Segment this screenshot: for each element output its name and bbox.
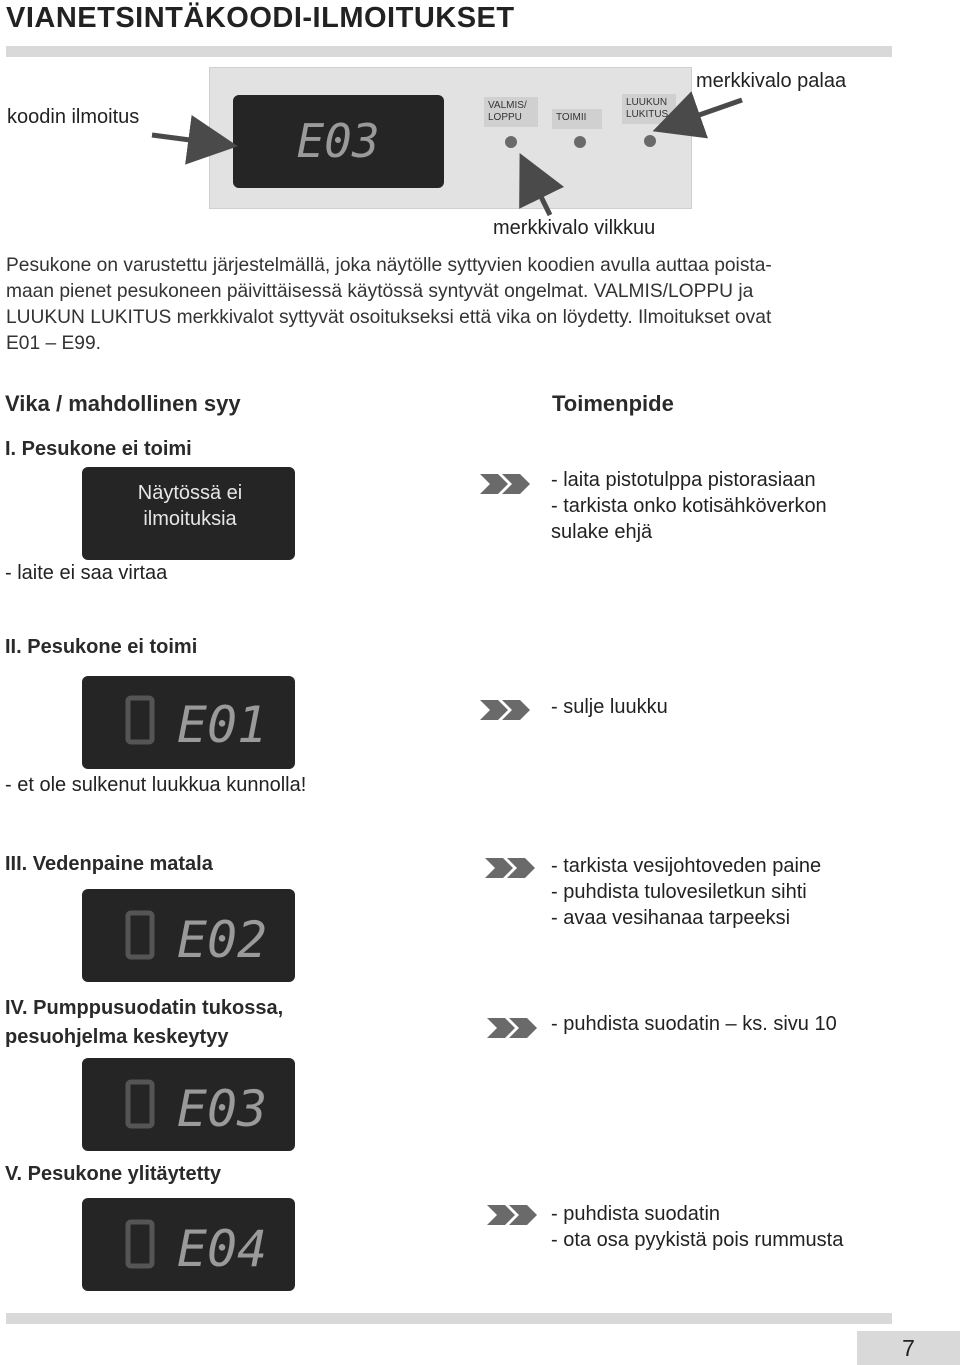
heading-line: pesuohjelma keskeytyy [5,1026,229,1048]
section-3-heading: III. Vedenpaine matala [5,853,213,875]
intro-line: LUUKUN LUKITUS merkkivalot syttyvät osoitukseksi että vika on löydetty. Ilmoitukset ovat [6,307,772,328]
intro-line: maan pienet pesukoneen päivittäisessä käytössä syntyvät ongelmat. VALMIS/LOPPU ja [6,281,754,302]
callout-arrows [0,0,960,260]
section-4-heading [5,994,283,1052]
digit-8-ghost [128,1082,152,1126]
intro-line: E01 – E99. [6,333,101,354]
button-label-luukun-lukitus: LUUKUN LUKITUS [622,94,676,124]
section-4-display [82,1058,295,1151]
action-line: - puhdista suodatin – ks. sivu 10 [551,1013,837,1035]
section-2-display [82,676,295,769]
digit-8-ghost [128,1222,152,1266]
intro-paragraph [6,253,896,357]
section-3-display [82,889,295,982]
page-title: VIANETSINTÄKOODI-ILMOITUKSET [6,2,515,34]
section-2-heading: II. Pesukone ei toimi [5,636,198,658]
action-line: - puhdista suodatin [551,1203,721,1225]
section-4-actions [551,1011,837,1037]
action-line: - avaa vesihanaa tarpeeksi [551,907,791,929]
error-code-text: E01 [176,696,268,754]
section-1-actions [551,467,827,545]
section-5-actions [551,1201,843,1253]
section-1-display [82,467,295,560]
no-message-text: Näytössä ei ilmoituksia [137,482,243,530]
display-code-text: E03 [296,114,380,168]
intro-line: Pesukone on varustettu järjestelmällä, joka näytölle syttyvien koodien avulla auttaa poista- [6,255,772,276]
action-line: sulake ehjä [551,521,653,543]
action-line: - sulje luukku [551,696,668,718]
error-code-text: E04 [176,1220,268,1278]
section-1-heading: I. Pesukone ei toimi [5,438,192,460]
label-led-steady: merkkivalo palaa [696,70,847,92]
action-line: - puhdista tulovesiletkun sihti [551,881,807,903]
arrow-to-lock-led [662,100,742,128]
heading-line: IV. Pumppusuodatin tukossa, [5,997,284,1019]
action-column-header: Toimenpide [552,391,674,416]
button-label-valmis-loppu: VALMIS/ LOPPU [484,97,538,127]
section-3-actions [551,853,821,931]
section-1-cause: - laite ei saa virtaa [5,562,168,584]
arrow-to-display [152,135,228,145]
section-2-actions [551,694,668,720]
double-arrow-icon [478,698,534,722]
action-line: - tarkista vesijohtoveden paine [551,855,822,877]
arrow-to-ready-led [524,162,550,215]
section-5-heading: V. Pesukone ylitäytetty [5,1163,222,1185]
button-label-toimii: TOIMII [552,109,602,129]
label-code-display: koodin ilmoitus [7,106,140,128]
double-arrow-icon [478,472,534,496]
double-arrow-icon [483,856,539,880]
bottom-divider [6,1313,892,1324]
double-arrow-icon [485,1203,541,1227]
section-2-cause: - et ole sulkenut luukkua kunnolla! [5,774,307,796]
action-line: - tarkista onko kotisähköverkon [551,495,827,517]
page-number: 7 [857,1331,960,1365]
label-led-blinking: merkkivalo vilkkuu [493,217,656,239]
action-line: - ota osa pyykistä pois rummusta [551,1229,844,1251]
error-code-text: E02 [176,911,268,969]
digit-8-ghost [128,698,152,742]
fault-column-header: Vika / mahdollinen syy [5,391,241,416]
digit-8-ghost [128,913,152,957]
error-code-text: E03 [176,1080,268,1138]
action-line: - laita pistotulppa pistorasiaan [551,469,816,491]
section-5-display [82,1198,295,1291]
double-arrow-icon [485,1016,541,1040]
